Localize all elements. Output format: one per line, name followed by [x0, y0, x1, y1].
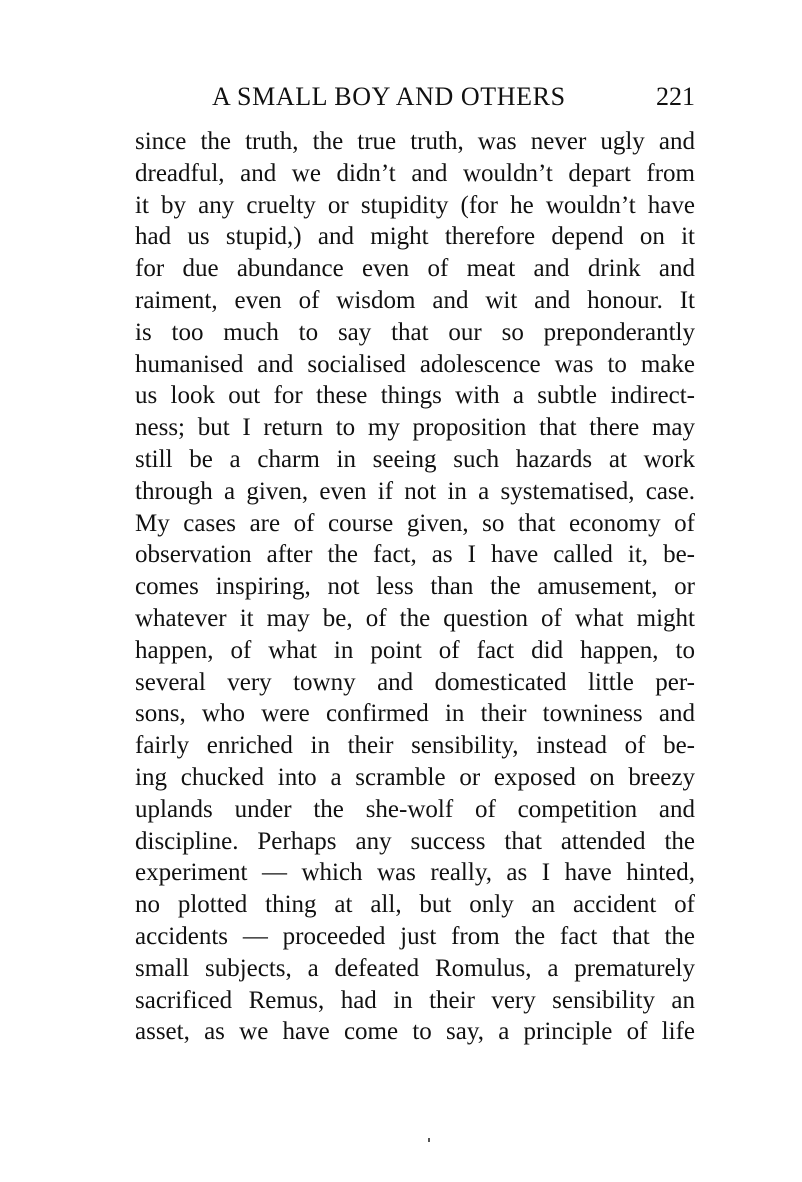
text-line: comes inspiring, not less than the amusement, or: [135, 573, 695, 601]
text-line: happen, of what in point of fact did happen, to: [135, 636, 695, 664]
text-line: still be a charm in seeing such hazards at work: [135, 445, 695, 473]
text-line: discipline. Perhaps any success that attended the: [135, 827, 695, 855]
text-line: observation after the fact, as I have called it, be-: [135, 541, 695, 569]
text-line: raiment, even of wisdom and wit and honour. It: [135, 286, 695, 314]
text-line: sacrificed Remus, had in their very sensibility an: [135, 986, 695, 1014]
text-line: through a given, even if not in a systematised, case.: [135, 477, 695, 505]
text-line: ing chucked into a scramble or exposed on breezy: [135, 763, 695, 791]
text-line: small subjects, a defeated Romulus, a prematurely: [135, 954, 695, 982]
text-line: sons, who were confirmed in their towniness and: [135, 700, 695, 728]
text-line: fairly enriched in their sensibility, instead of be-: [135, 732, 695, 760]
text-line: had us stupid,) and might therefore depend on it: [135, 223, 695, 251]
text-line: accidents — proceeded just from the fact that the: [135, 922, 695, 950]
text-line: ness; but I return to my proposition that there may: [135, 414, 695, 442]
text-line: whatever it may be, of the question of what might: [135, 604, 695, 632]
running-title: A SMALL BOY AND OTHERS: [212, 82, 566, 111]
text-line: humanised and socialised adolescence was to make: [135, 350, 695, 378]
text-line: no plotted thing at all, but only an accident of: [135, 891, 695, 919]
text-line: experiment — which was really, as I have hinted,: [135, 859, 695, 887]
text-line: uplands under the she-wolf of competition and: [135, 795, 695, 823]
body-text: [135, 126, 695, 1048]
text-line: for due abundance even of meat and drink and: [135, 255, 695, 283]
text-line: My cases are of course given, so that economy of: [135, 509, 695, 537]
text-line: several very towny and domesticated little per-: [135, 668, 695, 696]
text-line: us look out for these things with a subtle indirect-: [135, 382, 695, 410]
text-line: is too much to say that our so preponderantly: [135, 318, 695, 346]
text-line: asset, as we have come to say, a principle of life: [135, 1018, 695, 1046]
page-number: 221: [656, 82, 695, 111]
text-line: it by any cruelty or stupidity (for he wouldn’t have: [135, 191, 695, 219]
running-head: [135, 80, 695, 116]
text-line: since the truth, the true truth, was never ugly and: [135, 128, 695, 155]
text-line: dreadful, and we didn’t and wouldn’t depart from: [135, 159, 695, 187]
print-speck: [428, 1138, 430, 1142]
